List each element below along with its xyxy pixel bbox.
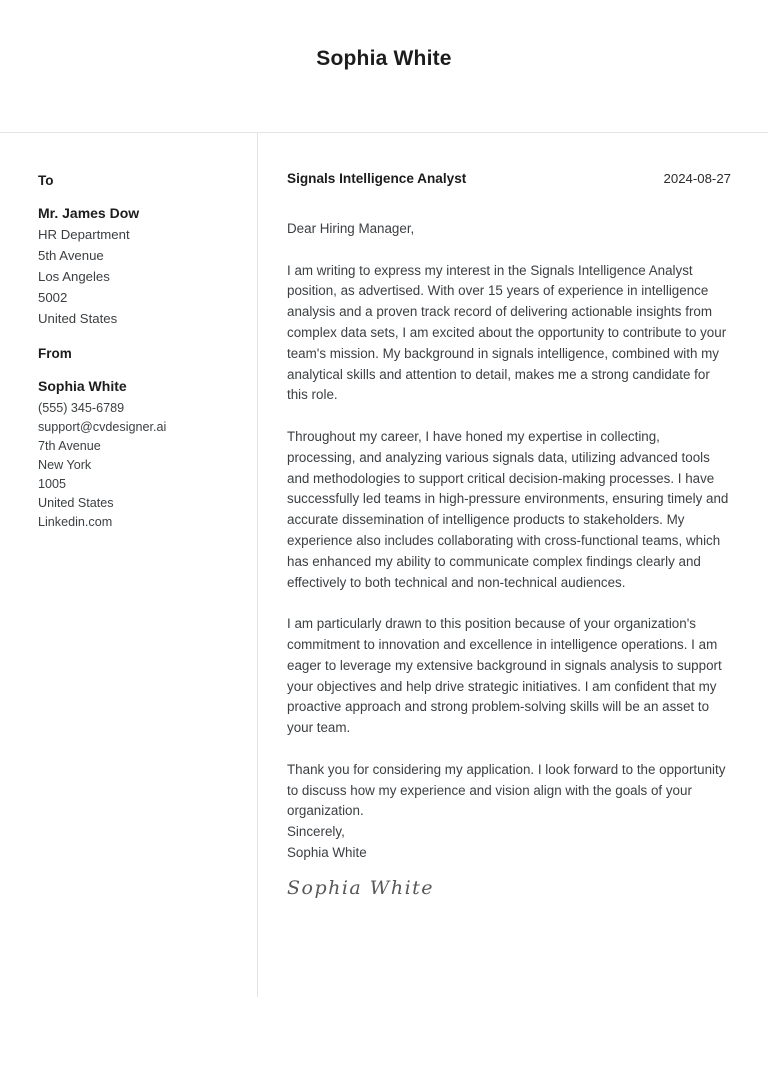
letter-paragraph: Thank you for considering my application. I look forward to the opportunity to discuss how my experience and vision align with the goals of your organization. xyxy=(287,761,726,819)
sender-address-line: New York xyxy=(38,458,92,472)
sender-address-line: United States xyxy=(38,496,114,510)
letter-main xyxy=(258,133,768,997)
closing-name: Sophia White xyxy=(287,844,367,860)
sender-phone: (555) 345-6789 xyxy=(38,401,125,415)
recipient-address-line: United States xyxy=(38,311,118,326)
recipient-address-line: HR Department xyxy=(38,227,130,242)
recipient-label: To xyxy=(38,173,54,188)
letter-columns xyxy=(0,133,768,997)
sender-label: From xyxy=(38,346,72,361)
letter-title-row xyxy=(287,171,731,186)
closing-word: Sincerely, xyxy=(287,824,345,840)
letter-header xyxy=(0,0,768,133)
handwritten-signature: Sophia White xyxy=(287,876,435,899)
job-title: Signals Intelligence Analyst xyxy=(287,171,467,186)
letter-date: 2024-08-27 xyxy=(663,171,731,186)
sender-linkedin: Linkedin.com xyxy=(38,515,113,529)
salutation: Dear Hiring Manager, xyxy=(287,221,415,236)
sender-name: Sophia White xyxy=(38,378,127,394)
sender-section xyxy=(38,346,237,532)
letter-paragraph: Throughout my career, I have honed my expertise in collecting, processing, and analyzing various signals data, utilizing advanced tools and methodologies to support critical decision-making processes. I have successfully led teams in high-pressure environments, ensuring timely and accurate dissemination of intelligence products to stakeholders. My experience also includes collaborating with cross-functional teams, which has enhanced my ability to communicate complex findings clearly and effectively to both technical and non-technical audiences. xyxy=(287,428,729,590)
recipient-address-line: 5002 xyxy=(38,290,68,305)
sender-email: support@cvdesigner.ai xyxy=(38,420,167,434)
letter-body xyxy=(287,219,731,822)
sender-address-line: 7th Avenue xyxy=(38,439,101,453)
closing-block xyxy=(287,822,731,864)
sender-address-line: 1005 xyxy=(38,477,67,491)
letter-paragraph: I am particularly drawn to this position because of your organization's commitment to innovation and excellence in intelligence operations. I am eager to leverage my extensive background in signals analysis to support your objectives and help drive strategic initiatives. I am confident that my proactive approach and strong problem-solving skills will be an asset to your team. xyxy=(287,616,722,736)
recipient-section xyxy=(38,173,237,329)
contact-sidebar xyxy=(0,133,258,997)
recipient-address-line: 5th Avenue xyxy=(38,248,104,263)
candidate-name-title: Sophia White xyxy=(316,47,452,70)
letter-paragraph: I am writing to express my interest in the Signals Intelligence Analyst position, as advertised. With over 15 years of experience in intelligence analysis and a proven track record of delivering actionable insights from complex data sets, I am excited about the opportunity to contribute to your team's mission. My background in signals intelligence, combined with my analytical skills and attention to detail, makes me a strong candidate for this role. xyxy=(287,262,727,403)
recipient-name: Mr. James Dow xyxy=(38,205,140,221)
recipient-address-line: Los Angeles xyxy=(38,269,110,284)
